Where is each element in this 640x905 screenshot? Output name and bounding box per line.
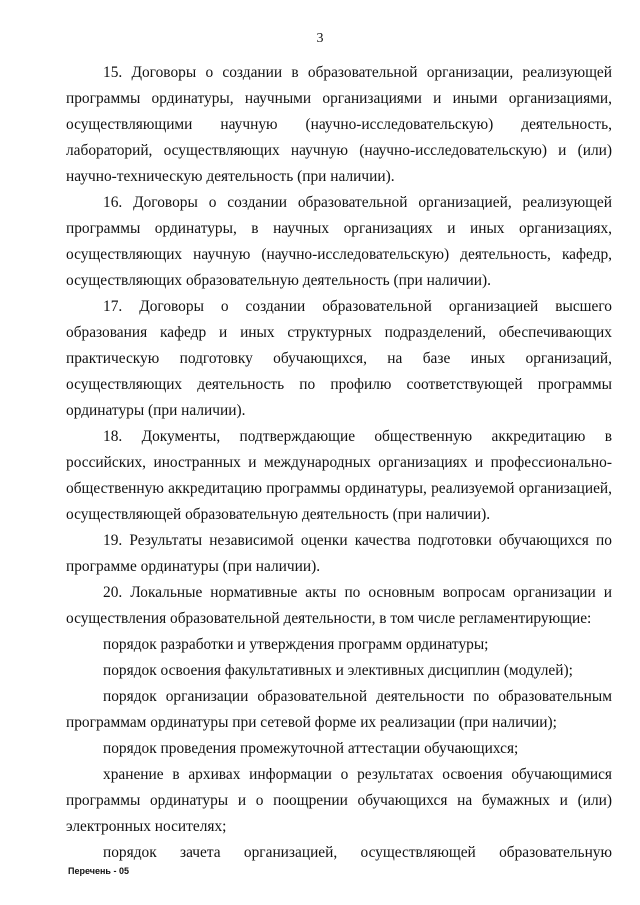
list-item-credit-order: порядок зачета организацией, осуществляющей образовательную bbox=[103, 844, 612, 861]
paragraph-17: 17. Договоры о создании образовательной организацией высшего образования кафедр и иных структурных подразделений, обеспечивающих практическую подготовку обучающихся, на базе иных организаций, осуществляющих деятельность по профилю соответствующей программы ординатуры (при наличии). bbox=[66, 298, 612, 419]
list-item-intermediate-attestation: порядок проведения промежуточной аттестации обучающихся; bbox=[103, 740, 519, 757]
list-item-archive-storage: хранение в архивах информации о результатах освоения обучающимися программы ординатуры и о поощрении обучающихся на бумажных и (или) электронных носителях; bbox=[66, 766, 612, 835]
page-number: 3 bbox=[316, 31, 324, 46]
paragraph-15: 15. Договоры о создании в образовательной организации, реализующей программы ординатуры, научными организациями и иными организациями, осуществляющими научную (научно-исследовательскую) деятельность, лабораторий, осуществляющих научную (научно-исследовательскую) и (или) научно-техническую деятельность (при наличии). bbox=[66, 64, 612, 185]
footer-label: Перечень - 05 bbox=[68, 866, 129, 876]
list-item-elective-disciplines: порядок освоения факультативных и элективных дисциплин (модулей); bbox=[103, 662, 573, 679]
paragraph-16: 16. Договоры о создании образовательной организацией, реализующей программы ординатуры, в научных организациях и иных организациях, осуществляющих научную (научно-исследовательскую) деятельность, кафедр, осуществляющих образовательную деятельность (при наличии). bbox=[66, 194, 612, 289]
paragraph-18: 18. Документы, подтверждающие общественную аккредитацию в российских, иностранных и международных организациях и профессионально-общественную аккредитацию программы ординатуры, реализуемой организацией, осуществляющей образовательную деятельность (при наличии). bbox=[66, 428, 612, 523]
list-item-network-form: порядок организации образовательной деятельности по образовательным программам ординатуры при сетевой форме их реализации (при наличии); bbox=[66, 688, 612, 731]
paragraph-19: 19. Результаты независимой оценки качества подготовки обучающихся по программе ординатуры (при наличии). bbox=[66, 532, 612, 575]
document-body bbox=[66, 60, 612, 866]
paragraph-20: 20. Локальные нормативные акты по основным вопросам организации и осуществления образовательной деятельности, в том числе регламентирующие: bbox=[66, 584, 612, 627]
list-item-development-order: порядок разработки и утверждения программ ординатуры; bbox=[103, 636, 489, 653]
